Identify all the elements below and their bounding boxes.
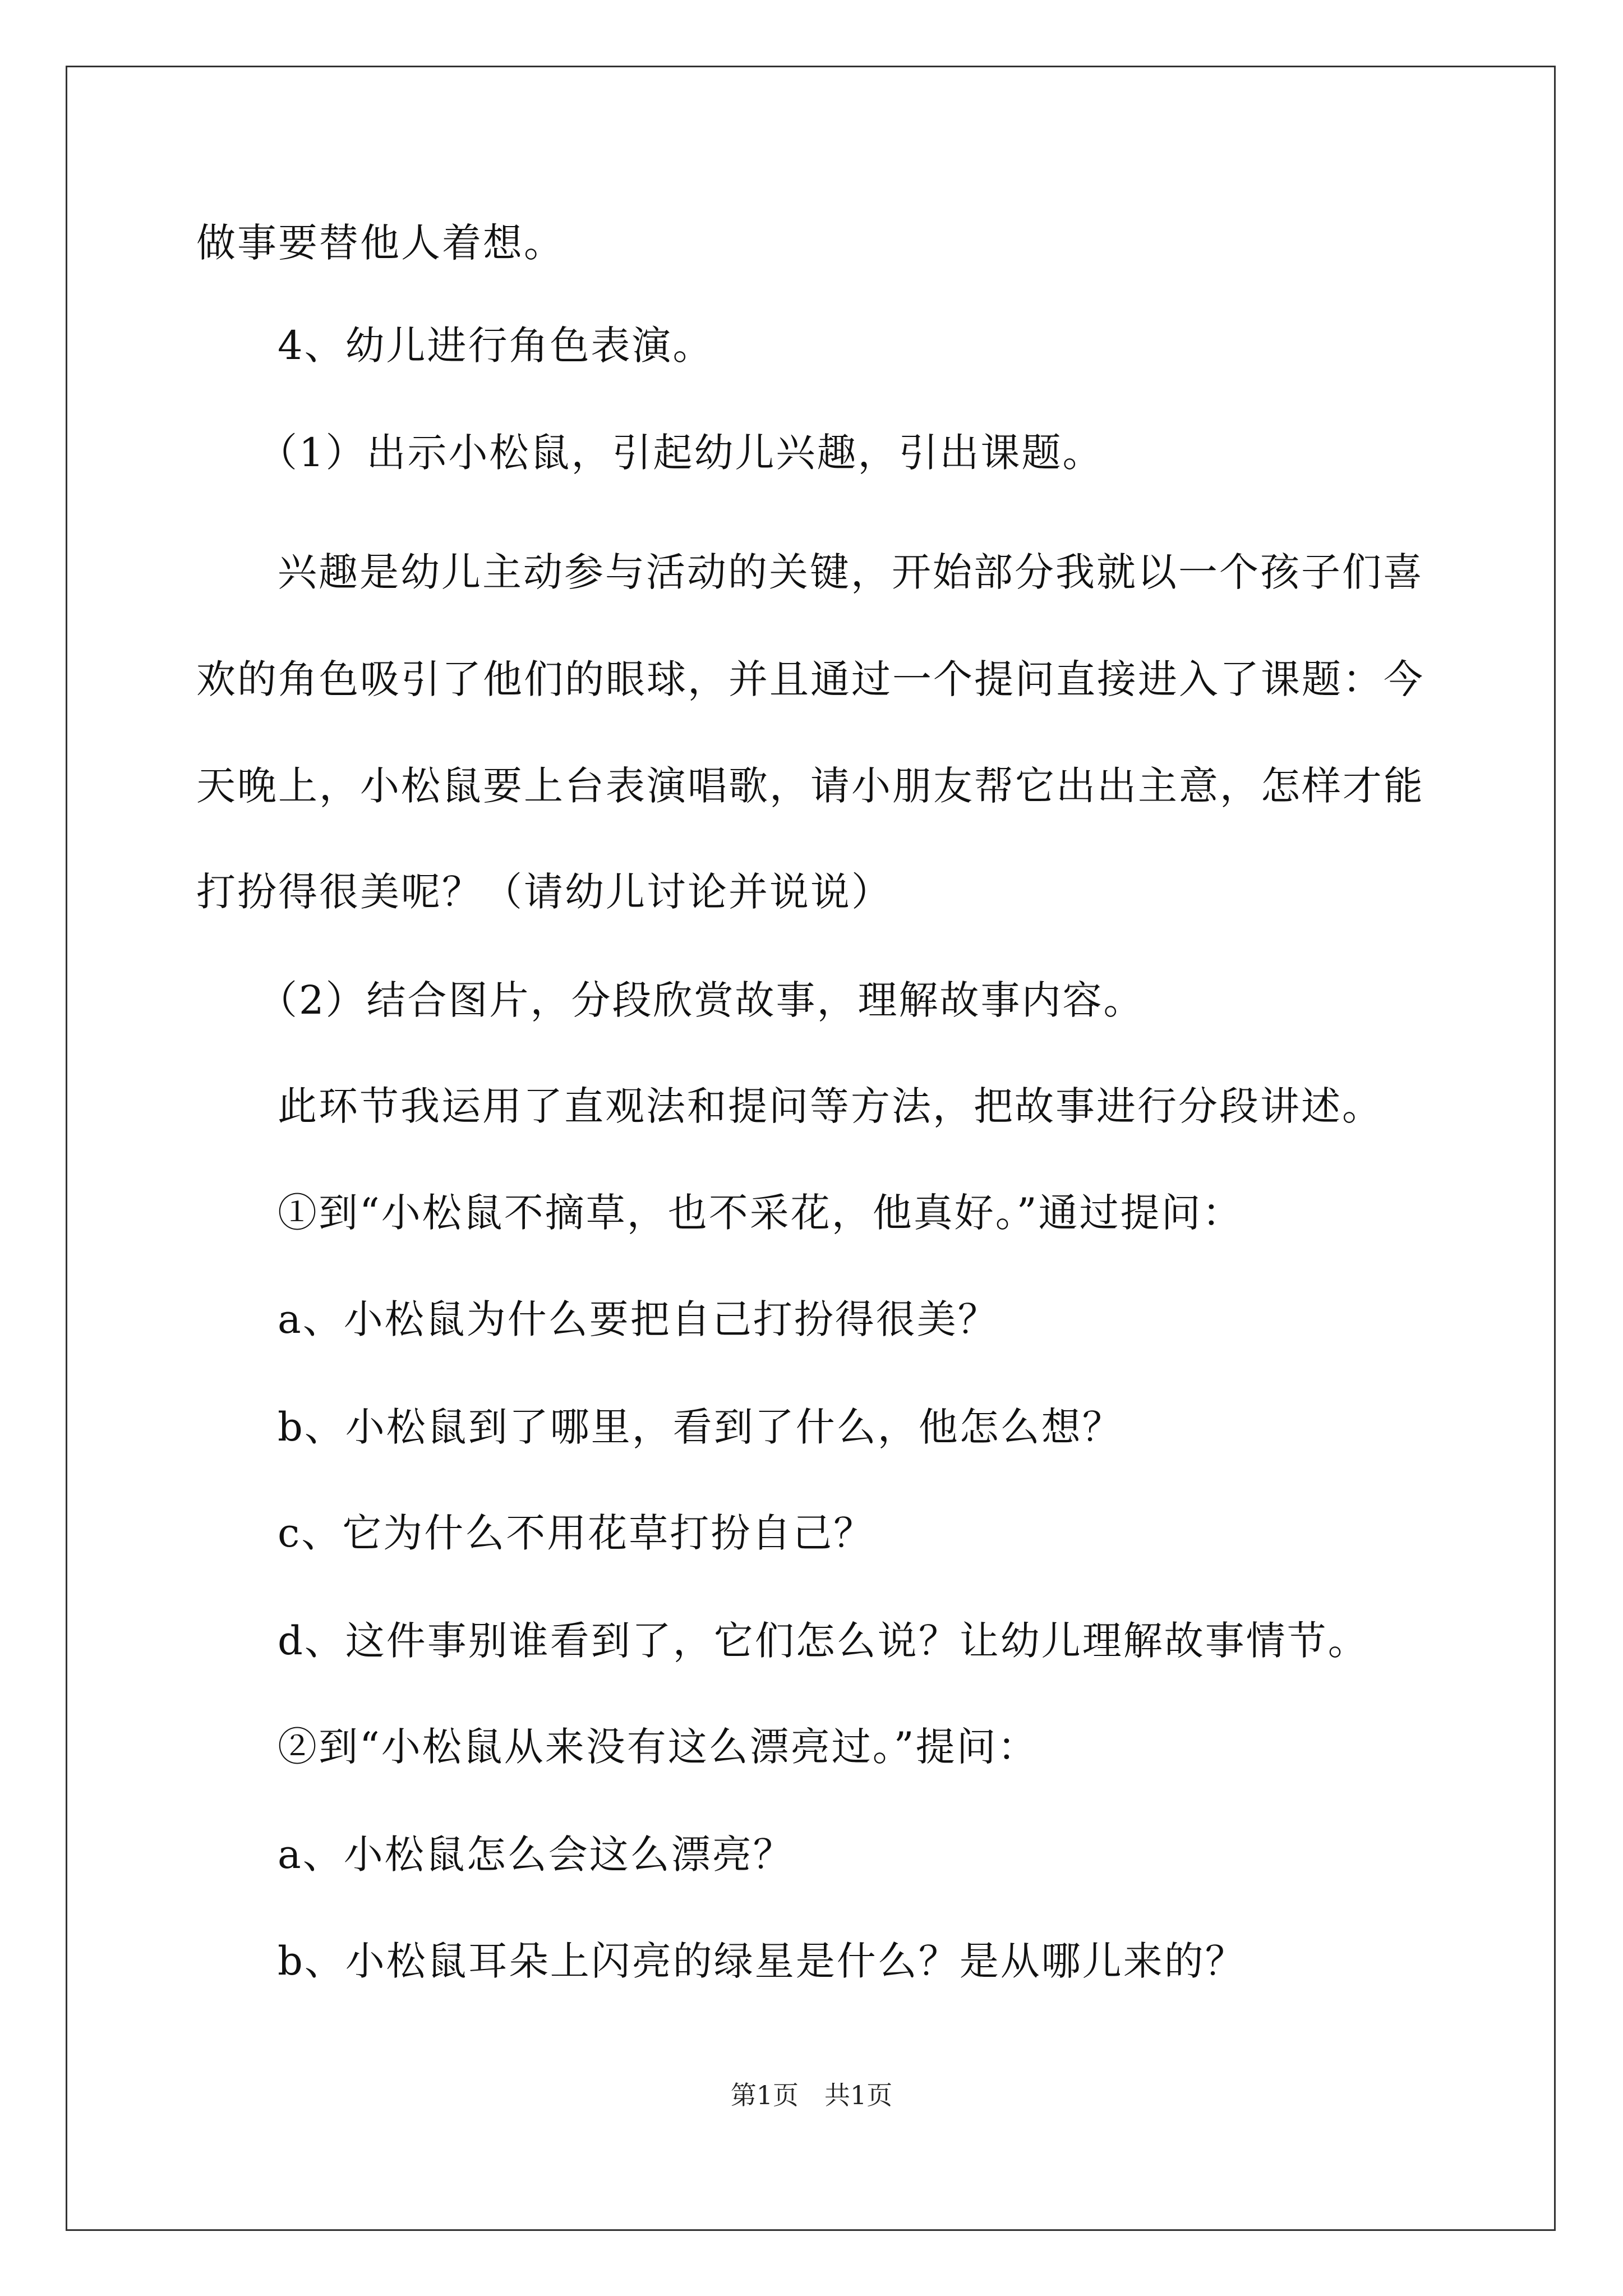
text-line-8: （2）结合图片，分段欣赏故事，理解故事内容。 (258, 977, 1145, 1023)
text-line-6: 天晚上，小松鼠要上台表演唱歌，请小朋友帮它出出主意，怎样才能 (196, 763, 1424, 809)
page-border (66, 66, 1556, 2231)
text-line-7: 打扮得很美呢？（请幼儿讨论并说说） (196, 869, 892, 915)
text-line-5: 欢的角色吸引了他们的眼球，并且通过一个提问直接进入了课题：今 (196, 656, 1424, 702)
text-line-14: d、这件事别谁看到了，它们怎么说？让幼儿理解故事情节。 (278, 1618, 1369, 1664)
page-footer: 第1页 共1页 (730, 2080, 893, 2110)
text-line-2: 4、幼儿进行角色表演。 (278, 323, 714, 369)
text-line-17: b、小松鼠耳朵上闪亮的绿星是什么？是从哪儿来的？ (278, 1938, 1246, 1984)
text-line-12: b、小松鼠到了哪里，看到了什么，他怎么想？ (278, 1404, 1123, 1450)
text-line-4: 兴趣是幼儿主动参与活动的关键，开始部分我就以一个孩子们喜 (278, 549, 1424, 595)
text-line-13: c、它为什么不用花草打扮自己？ (278, 1510, 875, 1556)
text-line-10: ①到“小松鼠不摘草，也不采花，他真好。”通过提问： (278, 1190, 1243, 1236)
text-line-15: ②到“小松鼠从来没有这么漂亮过。”提问： (278, 1724, 1039, 1770)
text-line-9: 此环节我运用了直观法和提问等方法，把故事进行分段讲述。 (278, 1083, 1383, 1129)
text-line-11: a、小松鼠为什么要把自己打扮得很美？ (278, 1296, 999, 1342)
text-line-1: 做事要替他人着想。 (196, 220, 565, 266)
text-line-3: （1）出示小松鼠，引起幼儿兴趣，引出课题。 (258, 430, 1104, 476)
text-line-16: a、小松鼠怎么会这么漂亮？ (278, 1832, 794, 1878)
